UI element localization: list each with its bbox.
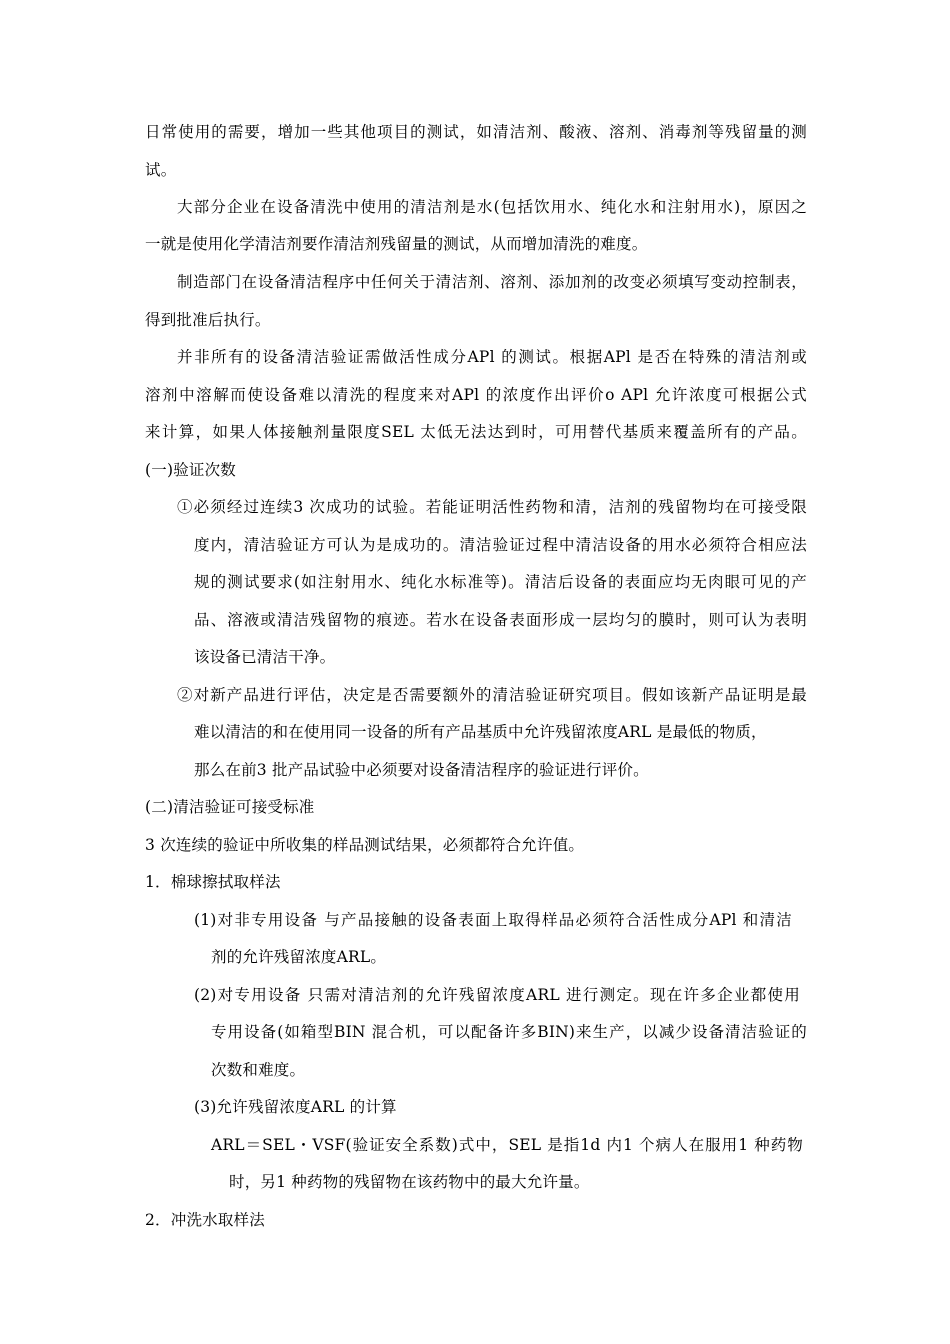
text-line: 难以清洁的和在使用同一设备的所有产品基质中允许残留浓度ARL 是最低的物质，: [194, 723, 767, 741]
section-heading: (一)验证次数: [145, 461, 236, 479]
text-line: 剂的允许残留浓度ARL。: [211, 948, 387, 966]
text-line: 溶剂中溶解而使设备难以清洗的程度来对APl 的浓度作出评价o APl 允许浓度可根据公式: [145, 386, 807, 404]
text-line: (2)对专用设备 只需对清洁剂的允许残留浓度ARL 进行测定。现在许多企业都使用: [194, 986, 800, 1004]
text-line: 专用设备(如箱型BIN 混合机，可以配备许多BIN)来生产，以减少设备清洁验证的: [211, 1023, 807, 1041]
text-line: 那么在前3 批产品试验中必须要对设备清洁程序的验证进行评价。: [194, 761, 649, 779]
text-line: 大部分企业在设备清洗中使用的清洁剂是水(包括饮用水、纯化水和注射用水)，原因之: [177, 198, 807, 216]
text-line: ①必须经过连续3 次成功的试验。若能证明活性药物和清，洁剂的残留物均在可接受限: [177, 498, 807, 516]
subsection-heading: 2．冲洗水取样法: [145, 1211, 265, 1229]
text-line: ARL＝SEL・VSF(验证安全系数)式中，SEL 是指1d 内1 个病人在服用1 种药物: [211, 1136, 803, 1154]
text-line: 该设备已清洁干净。: [194, 648, 336, 666]
text-line: 并非所有的设备清洁验证需做活性成分APl 的测试。根据APl 是否在特殊的清洁剂或: [177, 348, 807, 366]
text-line: (1)对非专用设备 与产品接触的设备表面上取得样品必须符合活性成分APl 和清洁: [194, 911, 792, 929]
text-line: 一就是使用化学清洁剂要作清洁剂残留量的测试，从而增加清洗的难度。: [145, 235, 648, 253]
text-line: 3 次连续的验证中所收集的样品测试结果，必须都符合允许值。: [145, 836, 585, 854]
text-line: 试。: [145, 161, 177, 179]
text-line: 次数和难度。: [211, 1061, 306, 1079]
text-line: 得到批准后执行。: [145, 311, 271, 329]
text-line: (3)允许残留浓度ARL 的计算: [194, 1098, 397, 1116]
section-heading: (二)清洁验证可接受标准: [145, 798, 315, 816]
text-line: 来计算，如果人体接触剂量限度SEL 太低无法达到时，可用替代基质来覆盖所有的产品。: [145, 423, 807, 441]
text-line: 制造部门在设备清洁程序中任何关于清洁剂、溶剂、添加剂的改变必须填写变动控制表，: [177, 273, 807, 291]
text-line: 规的测试要求(如注射用水、纯化水标准等)。清洁后设备的表面应均无肉眼可见的产: [194, 573, 807, 591]
subsection-heading: 1．棉球擦拭取样法: [145, 873, 281, 891]
text-line: 品、溶液或清洁残留物的痕迹。若水在设备表面形成一层均匀的膜时，则可认为表明: [194, 611, 807, 629]
text-line: 度内，清洁验证方可认为是成功的。清洁验证过程中清洁设备的用水必须符合相应法: [194, 536, 807, 554]
text-line: ②对新产品进行评估，决定是否需要额外的清洁验证研究项目。假如该新产品证明是最: [177, 686, 807, 704]
text-line: 日常使用的需要，增加一些其他项目的测试，如清洁剂、酸液、溶剂、消毒剂等残留量的测: [145, 123, 807, 141]
text-line: 时，另1 种药物的残留物在该药物中的最大允许量。: [229, 1173, 590, 1191]
